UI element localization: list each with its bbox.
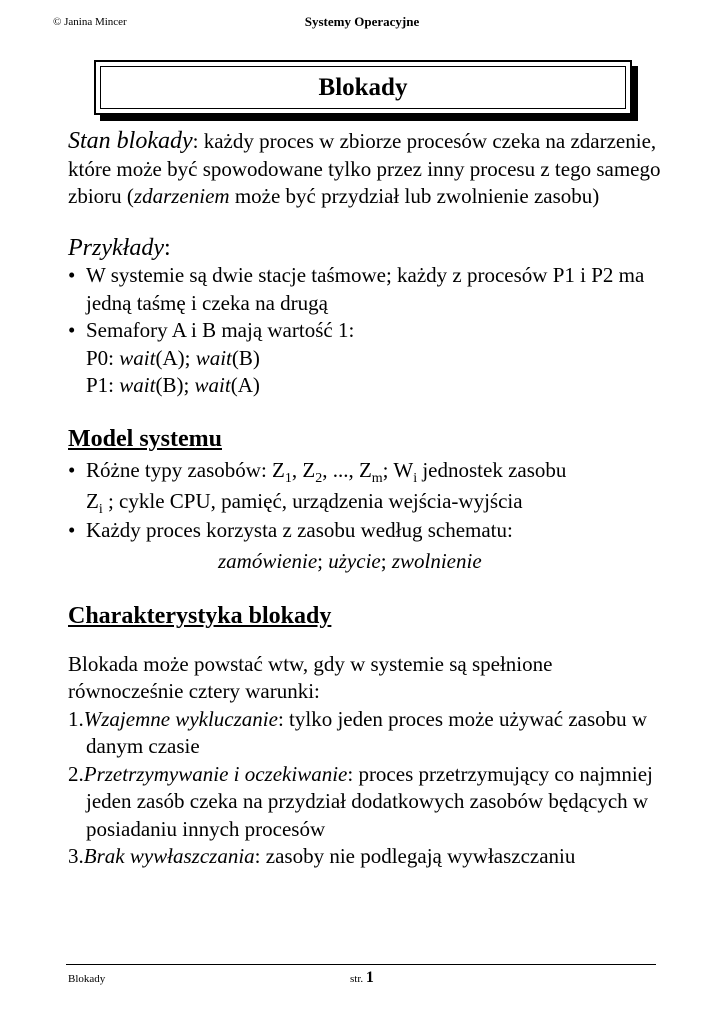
deadlock-term: Stan blokady [68, 128, 193, 154]
subscript: m [371, 471, 383, 487]
example-item-1: • W systemie są dwie stacje taśmowe; każdy z procesów P1 i P2 ma jedną taśmę i czeka na drugą [68, 262, 668, 317]
examples-colon: : [163, 234, 171, 261]
arg: (B); [155, 373, 195, 397]
characteristics-intro: Blokada może powstać wtw, gdy w systemie są spełnione równocześnie cztery warunki: [68, 651, 553, 703]
num: 1. [68, 706, 84, 731]
model-item-2: • Każdy proces korzysta z zasobu według schematu: [68, 517, 668, 545]
num: 3. [68, 844, 84, 868]
subscript: i [413, 471, 418, 487]
subscript: 1 [284, 471, 292, 487]
title-box [94, 60, 632, 115]
footer-page [350, 969, 374, 987]
sep: ; [317, 548, 329, 573]
event-term: zdarzeniem [133, 184, 230, 208]
p1-label: P1: [86, 373, 120, 397]
code-line-p0 [68, 345, 668, 373]
definition-text: : każdy proces w zbiorze procesów czeka na zdarzenie, które może być spowodowane tylko przez inny procesu z tego samego zbioru ( [68, 129, 661, 208]
page-title: Blokady [100, 66, 626, 109]
header-author: © Janina Mincer [53, 16, 127, 28]
wait-keyword: wait [119, 345, 156, 370]
text: , Z [291, 458, 316, 482]
condition-term: Przetrzymywanie i oczekiwanie [83, 761, 348, 786]
main-content [68, 128, 668, 871]
arg: (B) [231, 345, 260, 370]
page-number: 1 [365, 969, 374, 986]
arg: (A) [230, 373, 260, 397]
scheme-step: zamówienie [218, 548, 318, 573]
subscript: i [98, 502, 103, 518]
text: ; cykle CPU, pamięć, urządzenia wejścia-wyjścia [102, 489, 523, 513]
p0-label: P0: [86, 345, 120, 370]
num: 2. [68, 761, 84, 786]
sep: ; [380, 548, 392, 573]
model-heading: Model systemu [68, 425, 222, 452]
wait-keyword: wait [119, 373, 156, 397]
characteristics-heading: Charakterystyka blokady [68, 603, 332, 629]
wait-keyword: wait [194, 373, 231, 397]
arg: (A); [155, 345, 196, 370]
condition-text: : proces przetrzymujący co najmniej jeden zasób czeka na przydział dodatkowych zasobów będących w posiadaniu innych procesów [86, 761, 653, 841]
condition-text: : zasoby nie podlegają wywłaszczaniu [254, 844, 576, 868]
footer-divider [66, 964, 656, 965]
example-item-2: • Semafory A i B mają wartość 1: [68, 317, 668, 345]
footer-title: Blokady [68, 973, 106, 985]
text: jednostek zasobu [417, 458, 567, 482]
text: Różne typy zasobów: Z [86, 458, 285, 482]
model-item-1 [68, 455, 668, 517]
examples-heading [68, 235, 668, 263]
usage-scheme [68, 548, 668, 576]
text: , ..., Z [322, 458, 372, 482]
deadlock-definition [68, 128, 668, 211]
examples-heading-text: Przykłady [68, 234, 164, 261]
definition-text-end: może być przydział lub zwolnienie zasobu) [229, 184, 600, 208]
header-course: Systemy Operacyjne [304, 14, 420, 29]
text: ; W [382, 458, 414, 482]
wait-keyword: wait [195, 345, 232, 370]
condition-term: Brak wywłaszczania [83, 844, 255, 868]
subscript: 2 [315, 471, 323, 487]
condition-2 [68, 761, 668, 844]
condition-text: : tylko jeden proces może używać zasobu w danym czasie [86, 706, 648, 758]
condition-term: Wzajemne wykluczanie [83, 706, 278, 731]
scheme-step: użycie [328, 548, 381, 573]
page-label: str. [350, 973, 366, 985]
scheme-step: zwolnienie [391, 548, 482, 573]
code-line-p1 [68, 372, 668, 400]
condition-3 [68, 843, 668, 871]
text: Z [86, 489, 99, 513]
condition-1 [68, 706, 668, 761]
